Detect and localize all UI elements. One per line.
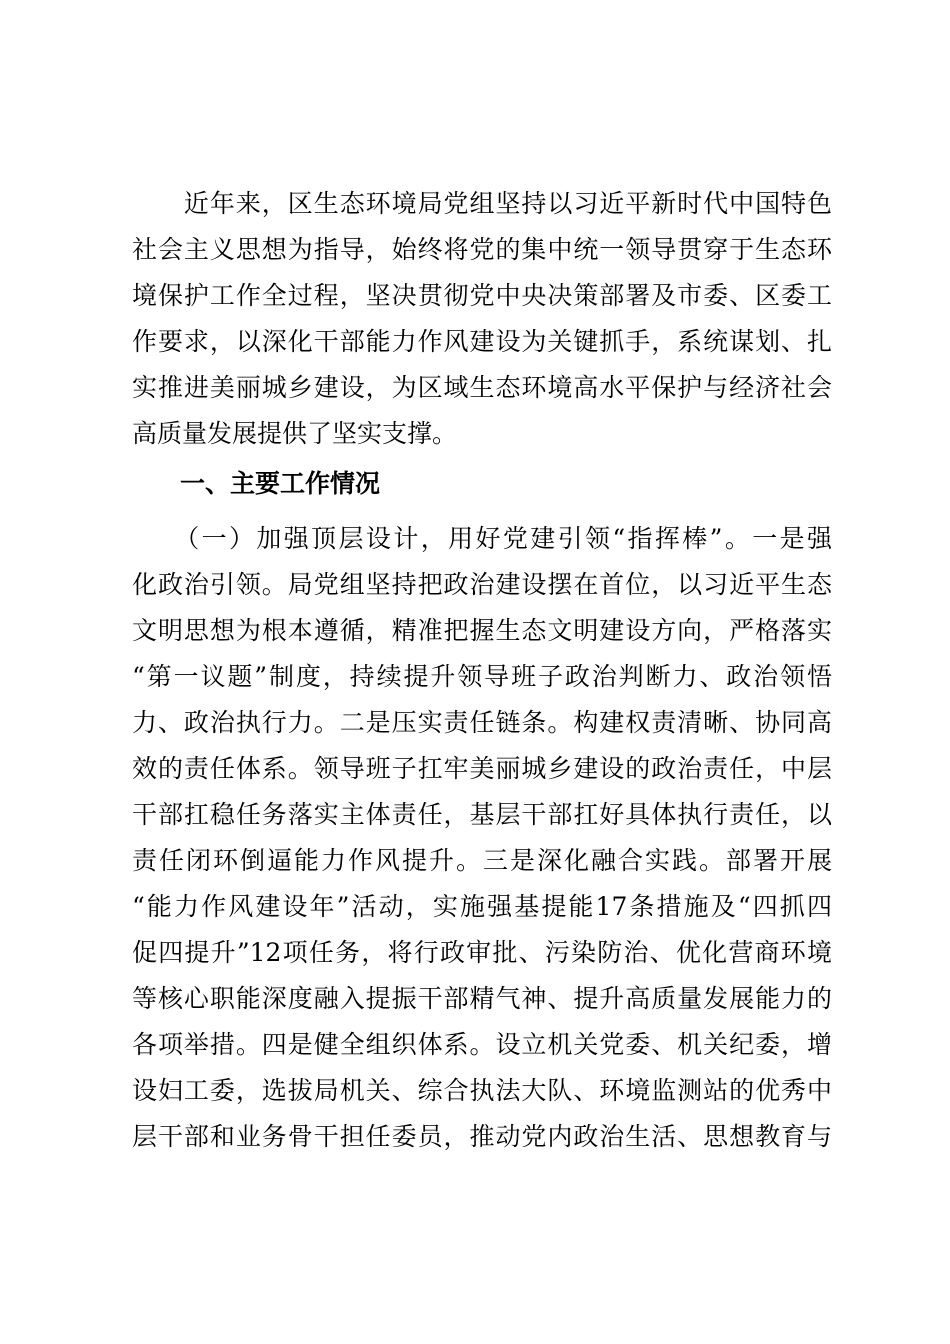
intro-line-2: 社会主义思想为指导，始终将党的集中统一领导贯穿于生态环 xyxy=(132,235,832,264)
section-line-2: 化政治引领。局党组坚持把政治建设摆在首位，以习近平生态 xyxy=(132,570,832,599)
section-line-6: 效的责任体系。领导班子扛牢美丽城乡建设的政治责任，中层 xyxy=(132,754,832,783)
section-line-7: 干部扛稳任务落实主体责任，基层干部扛好具体执行责任，以 xyxy=(132,800,832,829)
section-line-11: 等核心职能深度融入提振干部精气神、提升高质量发展能力的 xyxy=(132,984,832,1013)
intro-line-3: 境保护工作全过程，坚决贯彻党中央决策部署及市委、区委工 xyxy=(132,281,832,310)
section-line-5: 力、政治执行力。二是压实责任链条。构建权责清晰、协同高 xyxy=(132,708,832,737)
section-line-13: 设妇工委，选拔局机关、综合执法大队、环境监测站的优秀中 xyxy=(132,1076,832,1105)
intro-line-6: 高质量发展提供了坚实支撑。 xyxy=(132,419,458,448)
section-line-12: 各项举措。四是健全组织体系。设立机关党委、机关纪委，增 xyxy=(132,1030,832,1059)
intro-line-5: 实推进美丽城乡建设，为区域生态环境高水平保护与经济社会 xyxy=(132,373,832,402)
section-line-14: 层干部和业务骨干担任委员，推动党内政治生活、思想教育与 xyxy=(132,1122,832,1151)
section-heading: 一、主要工作情况 xyxy=(180,469,381,498)
section-line-9: “能力作风建设年”活动，实施强基提能17条措施及“四抓四 xyxy=(132,892,832,921)
section-line-3: 文明思想为根本遵循，精准把握生态文明建设方向，严格落实 xyxy=(132,616,832,645)
intro-line-1: 近年来，区生态环境局党组坚持以习近平新时代中国特色 xyxy=(132,189,832,218)
section-line-10: 促四提升”12项任务，将行政审批、污染防治、优化营商环境 xyxy=(132,938,832,967)
section-line-4: “第一议题”制度，持续提升领导班子政治判断力、政治领悟 xyxy=(132,662,832,691)
section-line-1: （一）加强顶层设计，用好党建引领“指挥棒”。一是强 xyxy=(132,524,832,553)
section-line-8: 责任闭环倒逼能力作风提升。三是深化融合实践。部署开展 xyxy=(132,846,832,875)
intro-line-4: 作要求，以深化干部能力作风建设为关键抓手，系统谋划、扎 xyxy=(132,327,832,356)
